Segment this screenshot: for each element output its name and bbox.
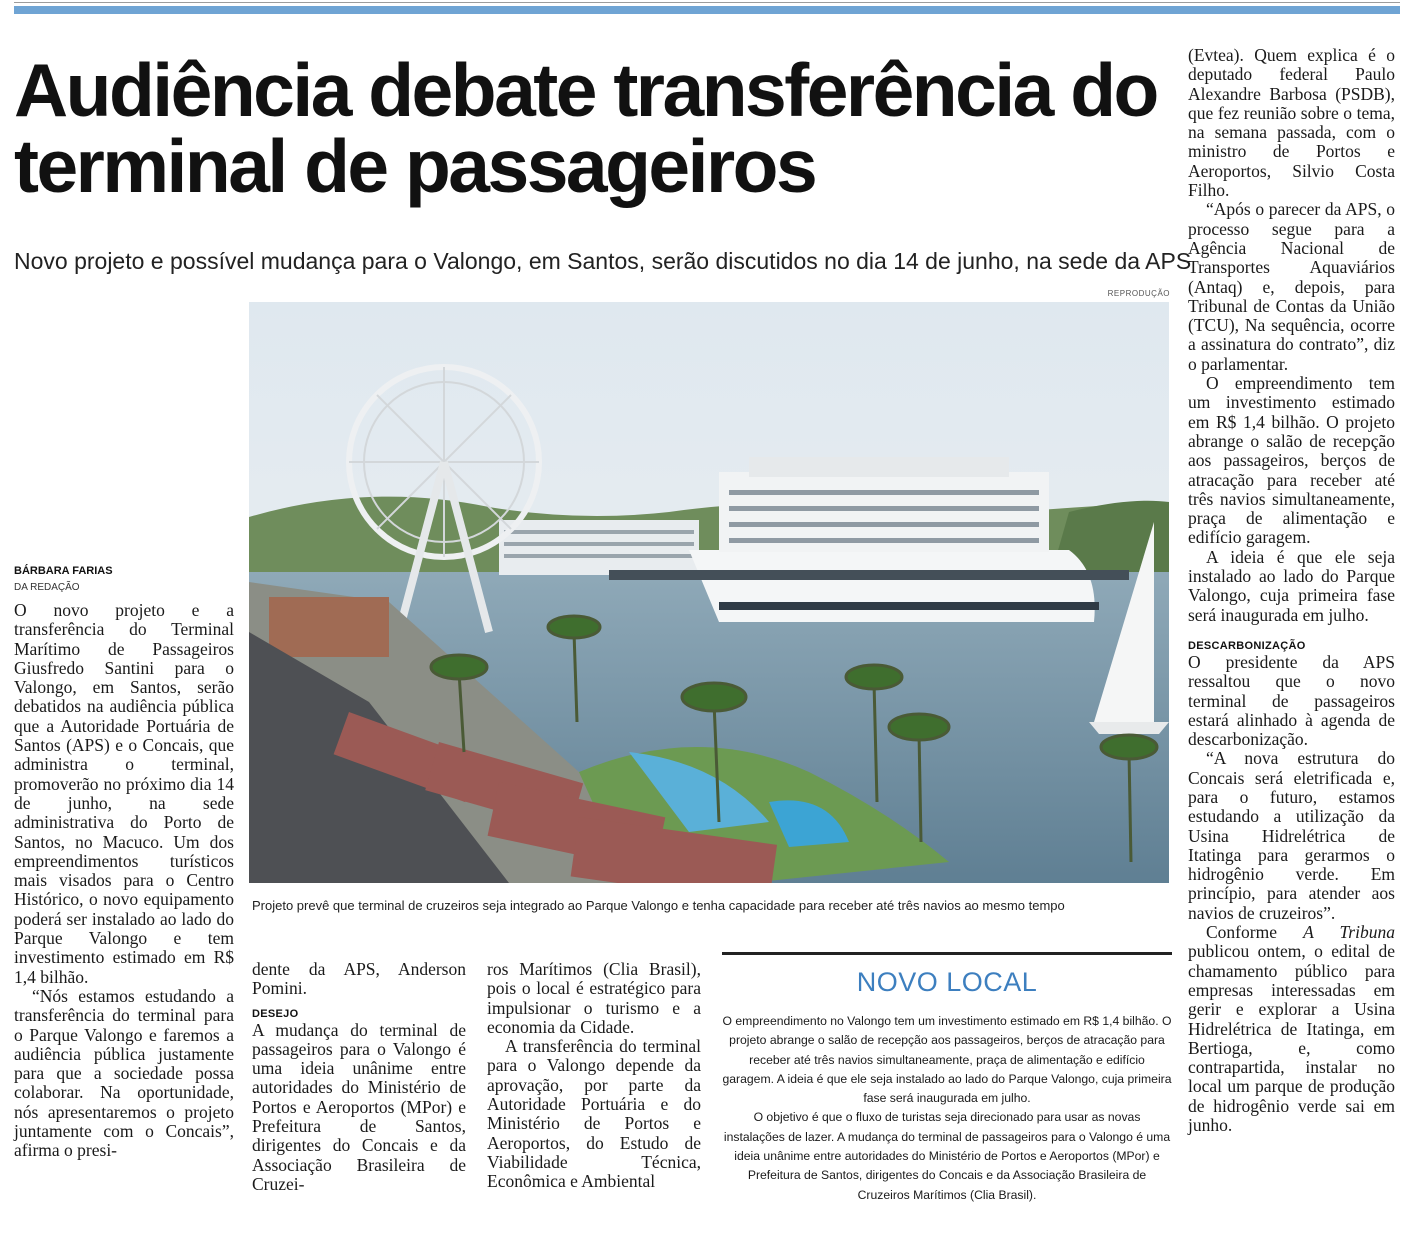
article-column-1 (14, 601, 234, 1161)
paragraph: dente da APS, Anderson Pomini. (252, 959, 466, 999)
author-name: BÁRBARA FARIAS (14, 565, 113, 577)
text-run: publicou ontem, o edital de chamamento público para empresas interessadas em gerir e explorar a Usina Hidrelétrica de Itatinga, em Bertioga, e, como contrapartida, instalar no local um parque de produção de hidrogênio verde sai em junho. (1188, 941, 1395, 1136)
paragraph: O empreendimento tem um investimento estimado em R$ 1,4 bilhão. O projeto abrange o salão de recepção aos passageiros, berços de atracação para receber até três navios simultaneamente, praça de alimentação e edifício garagem. (1188, 373, 1395, 548)
paragraph: O novo projeto e a transferência do Terminal Marítimo de Passageiros Giusfredo Santini para o Valongo, em Santos, serão debatidos na audiência pública que a Autoridade Portuária de Santos (APS) e o Concais, que administra o terminal, promoverão no próximo dia 14 de junho, na sede administrativa do Porto de Santos, no Macuco. Um dos empreendimentos turísticos mais visados para o Centro Histórico, o novo equipamento poderá ser instalado ao lado do Parque Valongo e tem investimento estimado em R$ 1,4 bilhão. (14, 600, 234, 987)
article-column-4 (1188, 46, 1395, 1135)
paragraph (1188, 923, 1395, 1135)
article-photo (249, 302, 1169, 883)
text-run: Conforme (1206, 922, 1304, 943)
paragraph: A transferência do terminal para o Valongo depende da aprovação, por parte da Autoridade Portuária e do Ministério de Portos e Aeroportos, do Estudo de Viabilidade Técnica, Econômica e Ambiental (487, 1036, 701, 1192)
paragraph: “Após o parecer da APS, o processo segue para a Agência Nacional de Transportes Aquaviários (Antaq) e, depois, para Tribunal de Contas da União (TCU), Na sequência, ocorre a assinatura do contrato”, diz o parlamentar. (1188, 199, 1395, 374)
paragraph: “A nova estrutura do Concais será eletrificada e, para o futuro, estamos estudando a utilização da Usina Hidrelétrica de Itatinga para gerarmos o hidrogênio verde. Em princípio, para atender aos navios de cruzeiros”. (1188, 748, 1395, 923)
section-color-bar (14, 6, 1400, 14)
cruise-terminal-rendering-image (249, 302, 1169, 883)
byline (14, 564, 234, 598)
paragraph: O presidente da APS ressaltou que o novo terminal de passageiros estará alinhado à agenda de descarbonização. (1188, 651, 1395, 750)
box-paragraph: O empreendimento no Valongo tem um investimento estimado em R$ 1,4 bilhão. O projeto abrange o salão de recepção aos passageiros, berços de atracação para receber até três navios simultaneamente, praça de alimentação e edifício garagem. A ideia é que ele seja instalado ao lado do Parque Valongo, cuja primeira fase será inaugurada em julho. (722, 1014, 1172, 1106)
article-column-2 (252, 960, 466, 1194)
section-kicker-desejo: DESEJO (252, 1007, 299, 1020)
subheadline: Novo projeto e possível mudança para o Valongo, em Santos, serão discutidos no dia 14 de junho, na sede da APS (14, 248, 1192, 274)
box-paragraph: O objetivo é que o fluxo de turistas seja direcionado para usar as novas instalações de lazer. A mudança do terminal de passageiros para o Valongo é uma ideia unânime entre autoridades do Ministério de Portos e Aeroportos (MPor) e Prefeitura de Santos, dirigentes do Concais e da Associação Brasileira de Cruzeiros Marítimos (Clia Brasil). (723, 1110, 1171, 1202)
section-kicker-descarbonizacao: DESCARBONIZAÇÃO (1188, 639, 1306, 652)
box-text (722, 1012, 1172, 1205)
article-column-3 (487, 960, 701, 1192)
paragraph: A ideia é que ele seja instalado ao lado do Parque Valongo, cuja primeira fase será inaugurada em julho. (1188, 546, 1395, 625)
paragraph: (Evtea). Quem explica é o deputado federal Paulo Alexandre Barbosa (PSDB), que fez reunião sobre o tema, na semana passada, com o ministro de Portos e Aeroportos, Silvio Costa Filho. (1188, 45, 1395, 201)
photo-caption: Projeto prevê que terminal de cruzeiros seja integrado ao Parque Valongo e tenha capacidade para receber até três navios ao mesmo tempo (252, 898, 1065, 913)
photo-credit: REPRODUÇÃO (1107, 289, 1170, 298)
paragraph: A mudança do terminal de passageiros para o Valongo é uma ideia unânime entre autoridades do Ministério de Portos e Aeroportos (MPor) e Prefeitura de Santos, dirigentes do Concais e da Associação Brasileira de Cruzei- (252, 1019, 466, 1194)
headline: Audiência debate transferência do terminal de passageiros (14, 48, 1157, 208)
newspaper-name: A Tribuna (1303, 922, 1395, 943)
author-org: DA REDAÇÃO (14, 582, 80, 593)
top-rule (14, 2, 1400, 3)
sidebar-box-novo-local (722, 952, 1172, 1225)
box-title: NOVO LOCAL (856, 967, 1038, 997)
paragraph: “Nós estamos estudando a transferência do terminal para o Parque Valongo e faremos a audiência pública justamente para que a sociedade possa colaborar. Na oportunidade, nós apresentaremos o projeto juntamente com o Concais”, afirma o presi- (14, 985, 234, 1161)
paragraph: ros Marítimos (Clia Brasil), pois o local é estratégico para impulsionar o turismo e a economia da Cidade. (487, 959, 701, 1037)
